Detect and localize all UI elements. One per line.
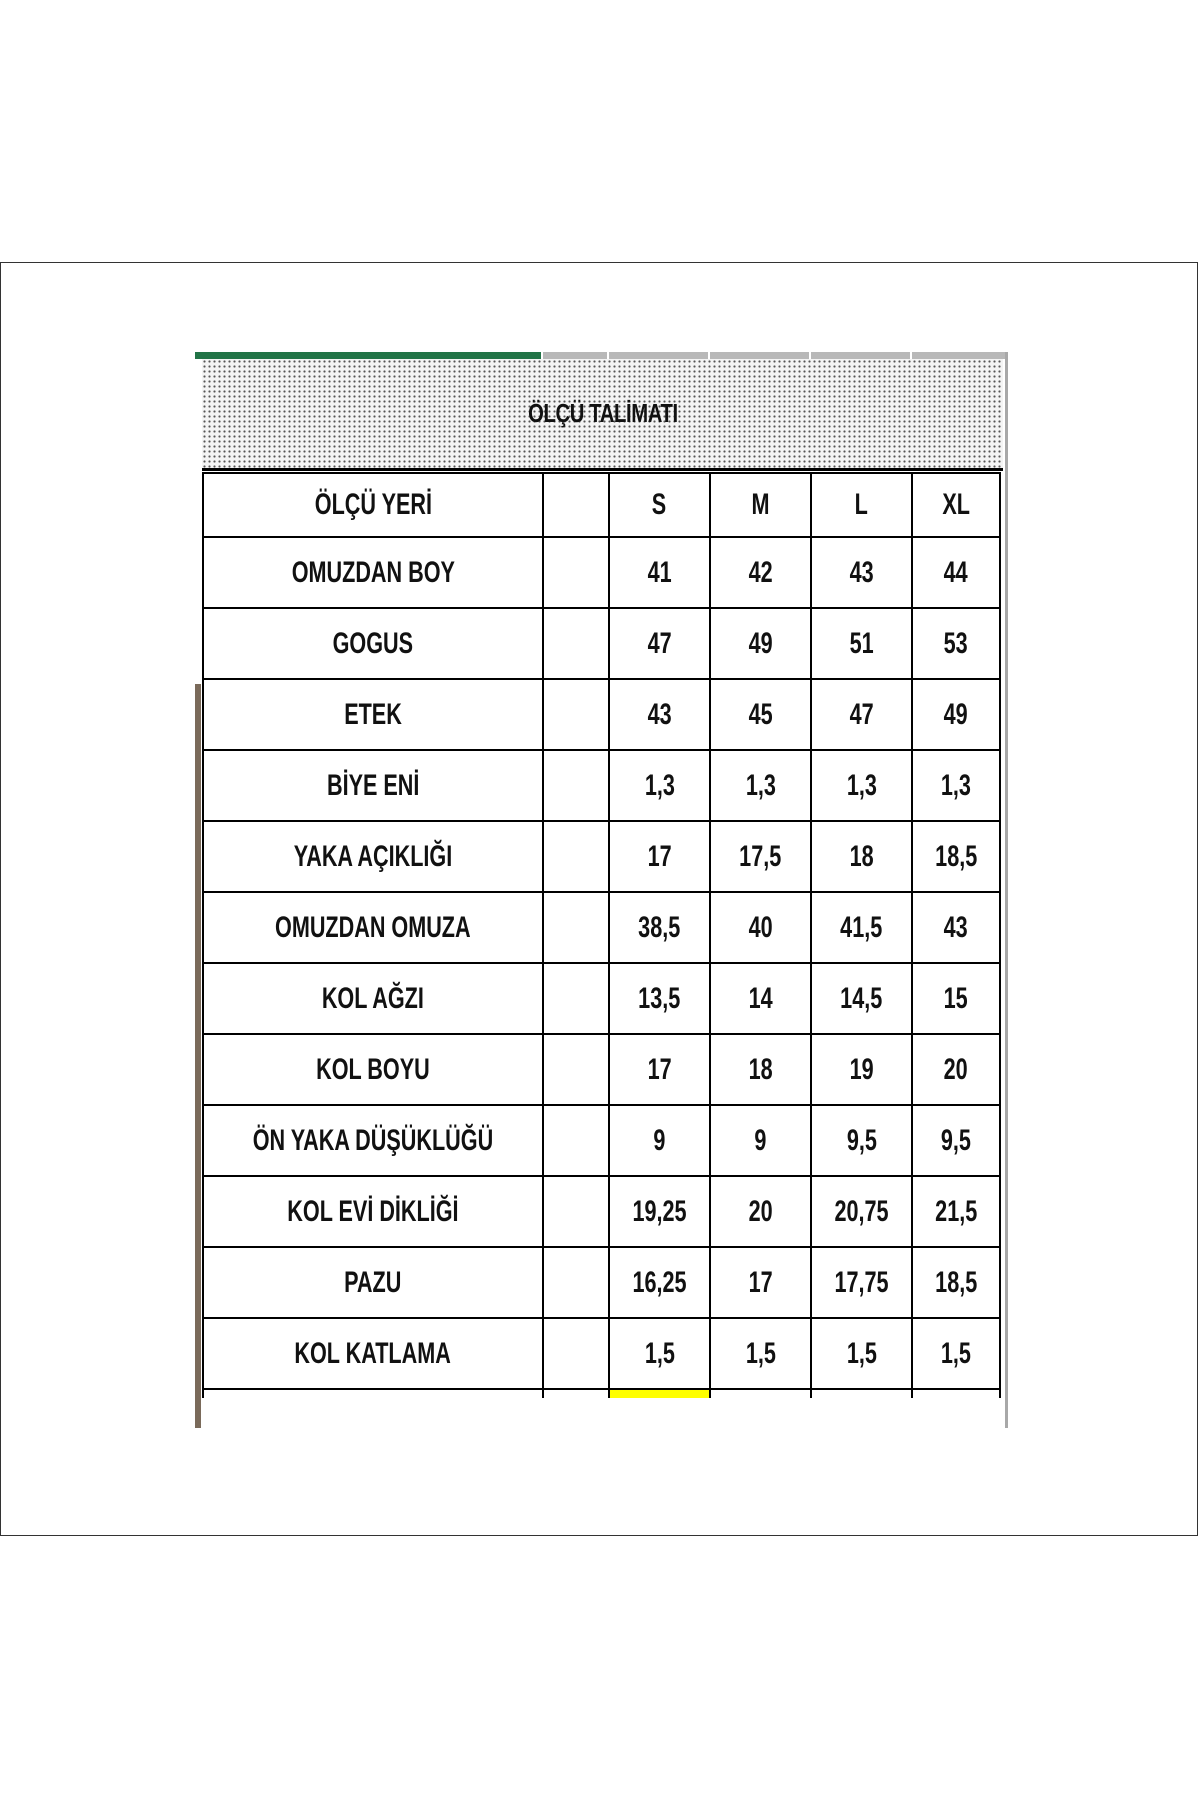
size-value-cell[interactable]: 20,75 [811, 1176, 912, 1247]
page-title: ÖLÇÜ TALİMATI [527, 398, 678, 428]
column-separator [607, 352, 609, 359]
size-chart-table [202, 472, 1001, 1398]
size-value-cell[interactable]: 1,5 [710, 1318, 811, 1389]
header-cell-blank[interactable] [543, 473, 609, 537]
active-column-indicator [195, 352, 541, 359]
size-value-cell[interactable]: 17 [609, 1034, 710, 1105]
size-value-cell[interactable]: 20 [710, 1176, 811, 1247]
size-value-cell[interactable]: 47 [609, 608, 710, 679]
table-row [203, 1034, 1000, 1105]
size-value-cell[interactable]: 18,5 [912, 1247, 1000, 1318]
empty-cell[interactable] [811, 1389, 912, 1398]
size-value-cell[interactable]: 18,5 [912, 821, 1000, 892]
size-value-cell[interactable]: 9,5 [912, 1105, 1000, 1176]
size-value-cell[interactable]: 43 [811, 537, 912, 608]
measurement-name-cell[interactable]: KOL BOYU [203, 1034, 543, 1105]
measurement-name-cell[interactable]: KOL AĞZI [203, 963, 543, 1034]
header-cell-size[interactable]: M [710, 473, 811, 537]
measurement-name-cell[interactable]: ETEK [203, 679, 543, 750]
size-value-cell[interactable]: 9 [609, 1105, 710, 1176]
table-row [203, 537, 1000, 608]
blank-cell[interactable] [543, 608, 609, 679]
size-value-cell[interactable]: 20 [912, 1034, 1000, 1105]
size-value-cell[interactable]: 40 [710, 892, 811, 963]
partial-row [203, 1389, 1000, 1398]
blank-cell[interactable] [543, 1318, 609, 1389]
table-row [203, 1105, 1000, 1176]
table-row [203, 963, 1000, 1034]
size-value-cell[interactable]: 13,5 [609, 963, 710, 1034]
header-row [203, 473, 1000, 537]
column-header-strip [195, 352, 1005, 359]
empty-cell[interactable] [543, 1389, 609, 1398]
blank-cell[interactable] [543, 892, 609, 963]
size-value-cell[interactable]: 43 [609, 679, 710, 750]
measurement-name-cell[interactable]: PAZU [203, 1247, 543, 1318]
size-value-cell[interactable]: 43 [912, 892, 1000, 963]
size-value-cell[interactable]: 21,5 [912, 1176, 1000, 1247]
column-separator [708, 352, 710, 359]
measurement-name-cell[interactable]: OMUZDAN BOY [203, 537, 543, 608]
size-value-cell[interactable]: 41,5 [811, 892, 912, 963]
blank-cell[interactable] [543, 963, 609, 1034]
measurement-name-cell[interactable]: OMUZDAN OMUZA [203, 892, 543, 963]
header-cell-size[interactable]: L [811, 473, 912, 537]
empty-cell[interactable] [710, 1389, 811, 1398]
size-value-cell[interactable]: 17,5 [710, 821, 811, 892]
blank-cell[interactable] [543, 1105, 609, 1176]
measurement-name-cell[interactable]: ÖN YAKA DÜŞÜKLÜĞÜ [203, 1105, 543, 1176]
title-cell[interactable] [202, 359, 1003, 471]
table-row [203, 679, 1000, 750]
size-value-cell[interactable]: 18 [710, 1034, 811, 1105]
size-value-cell[interactable]: 1,3 [811, 750, 912, 821]
size-value-cell[interactable]: 1,5 [811, 1318, 912, 1389]
blank-cell[interactable] [543, 750, 609, 821]
header-cell-size[interactable]: S [609, 473, 710, 537]
size-value-cell[interactable]: 17 [710, 1247, 811, 1318]
column-separator [809, 352, 811, 359]
size-value-cell[interactable]: 19,25 [609, 1176, 710, 1247]
size-value-cell[interactable]: 9,5 [811, 1105, 912, 1176]
size-value-cell[interactable]: 1,3 [912, 750, 1000, 821]
size-value-cell[interactable]: 1,5 [912, 1318, 1000, 1389]
measurement-name-cell[interactable]: KOL KATLAMA [203, 1318, 543, 1389]
spreadsheet-area [195, 352, 1008, 1428]
measurement-name-cell[interactable]: KOL EVİ DİKLİĞİ [203, 1176, 543, 1247]
size-value-cell[interactable]: 9 [710, 1105, 811, 1176]
size-value-cell[interactable]: 51 [811, 608, 912, 679]
blank-cell[interactable] [543, 821, 609, 892]
size-value-cell[interactable]: 47 [811, 679, 912, 750]
size-value-cell[interactable]: 45 [710, 679, 811, 750]
blank-cell[interactable] [543, 1247, 609, 1318]
size-value-cell[interactable]: 14,5 [811, 963, 912, 1034]
table-row [203, 1176, 1000, 1247]
size-value-cell[interactable]: 18 [811, 821, 912, 892]
table-row [203, 1247, 1000, 1318]
size-value-cell[interactable]: 44 [912, 537, 1000, 608]
table-row [203, 608, 1000, 679]
table-row [203, 750, 1000, 821]
size-value-cell[interactable]: 38,5 [609, 892, 710, 963]
highlighted-cell[interactable] [609, 1389, 710, 1398]
measurement-name-cell[interactable]: BİYE ENİ [203, 750, 543, 821]
blank-cell[interactable] [543, 679, 609, 750]
size-value-cell[interactable]: 41 [609, 537, 710, 608]
measurement-name-cell[interactable]: GOGUS [203, 608, 543, 679]
row-header-edge [195, 684, 201, 1428]
blank-cell[interactable] [543, 1176, 609, 1247]
size-value-cell[interactable]: 17,75 [811, 1247, 912, 1318]
empty-cell[interactable] [912, 1389, 1000, 1398]
blank-cell[interactable] [543, 537, 609, 608]
size-value-cell[interactable]: 1,3 [710, 750, 811, 821]
blank-cell[interactable] [543, 1034, 609, 1105]
size-value-cell[interactable]: 1,5 [609, 1318, 710, 1389]
size-value-cell[interactable]: 49 [710, 608, 811, 679]
size-value-cell[interactable]: 42 [710, 537, 811, 608]
header-cell-size[interactable]: XL [912, 473, 1000, 537]
size-value-cell[interactable]: 17 [609, 821, 710, 892]
size-value-cell[interactable]: 14 [710, 963, 811, 1034]
header-cell-label[interactable]: ÖLÇÜ YERİ [203, 473, 543, 537]
table-row [203, 892, 1000, 963]
empty-cell[interactable] [203, 1389, 543, 1398]
size-value-cell[interactable]: 16,25 [609, 1247, 710, 1318]
size-value-cell[interactable]: 15 [912, 963, 1000, 1034]
size-value-cell[interactable]: 53 [912, 608, 1000, 679]
table-row [203, 821, 1000, 892]
size-value-cell[interactable]: 1,3 [609, 750, 710, 821]
table-row [203, 1318, 1000, 1389]
size-value-cell[interactable]: 19 [811, 1034, 912, 1105]
measurement-name-cell[interactable]: YAKA AÇIKLIĞI [203, 821, 543, 892]
column-separator [541, 352, 543, 359]
column-separator [910, 352, 912, 359]
size-value-cell[interactable]: 49 [912, 679, 1000, 750]
